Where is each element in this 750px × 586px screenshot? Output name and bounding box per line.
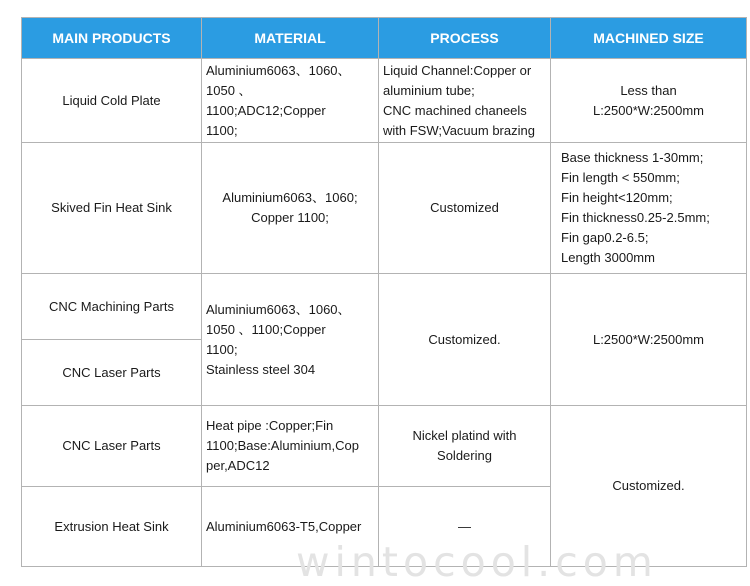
- material-cell: Aluminium6063-T5,Copper: [202, 487, 379, 567]
- table-row: [22, 406, 747, 487]
- material-cell: Heat pipe :Copper;Fin 1100;Base:Aluminium,Cop per,ADC12: [202, 406, 379, 487]
- size-cell: Customized.: [551, 406, 747, 567]
- header-material: MATERIAL: [202, 18, 379, 59]
- watermark: wintocool.com: [296, 538, 658, 586]
- table-row: [22, 274, 747, 340]
- table-row: [22, 143, 747, 274]
- header-process: PROCESS: [379, 18, 551, 59]
- product-cell: CNC Machining Parts: [22, 274, 202, 340]
- header-machined-size: MACHINED SIZE: [551, 18, 747, 59]
- material-cell: Aluminium6063、1060; Copper 1100;: [202, 143, 379, 274]
- table-row: [22, 59, 747, 143]
- material-cell: Aluminium6063、1060、 1050 、 1100;ADC12;Copper 1100;: [202, 59, 379, 143]
- process-cell: Customized.: [379, 274, 551, 406]
- header-row: [22, 18, 747, 59]
- size-cell: Base thickness 1-30mm; Fin length < 550mm; Fin height<120mm; Fin thickness0.25-2.5mm; Fin gap0.2-6.5; Length 3000mm: [551, 143, 747, 274]
- process-cell: Customized: [379, 143, 551, 274]
- product-cell: Liquid Cold Plate: [22, 59, 202, 143]
- material-cell: Aluminium6063、1060、 1050 、1100;Copper 1100; Stainless steel 304: [202, 274, 379, 406]
- products-table: [21, 17, 747, 567]
- product-cell: CNC Laser Parts: [22, 406, 202, 487]
- process-cell: —: [379, 487, 551, 567]
- product-cell: Extrusion Heat Sink: [22, 487, 202, 567]
- process-cell: Nickel platind with Soldering: [379, 406, 551, 487]
- header-main-products: MAIN PRODUCTS: [22, 18, 202, 59]
- size-cell: Less than L:2500*W:2500mm: [551, 59, 747, 143]
- size-cell: L:2500*W:2500mm: [551, 274, 747, 406]
- process-cell: Liquid Channel:Copper or aluminium tube; CNC machined chaneels with FSW;Vacuum brazing: [379, 59, 551, 143]
- product-cell: CNC Laser Parts: [22, 340, 202, 406]
- product-cell: Skived Fin Heat Sink: [22, 143, 202, 274]
